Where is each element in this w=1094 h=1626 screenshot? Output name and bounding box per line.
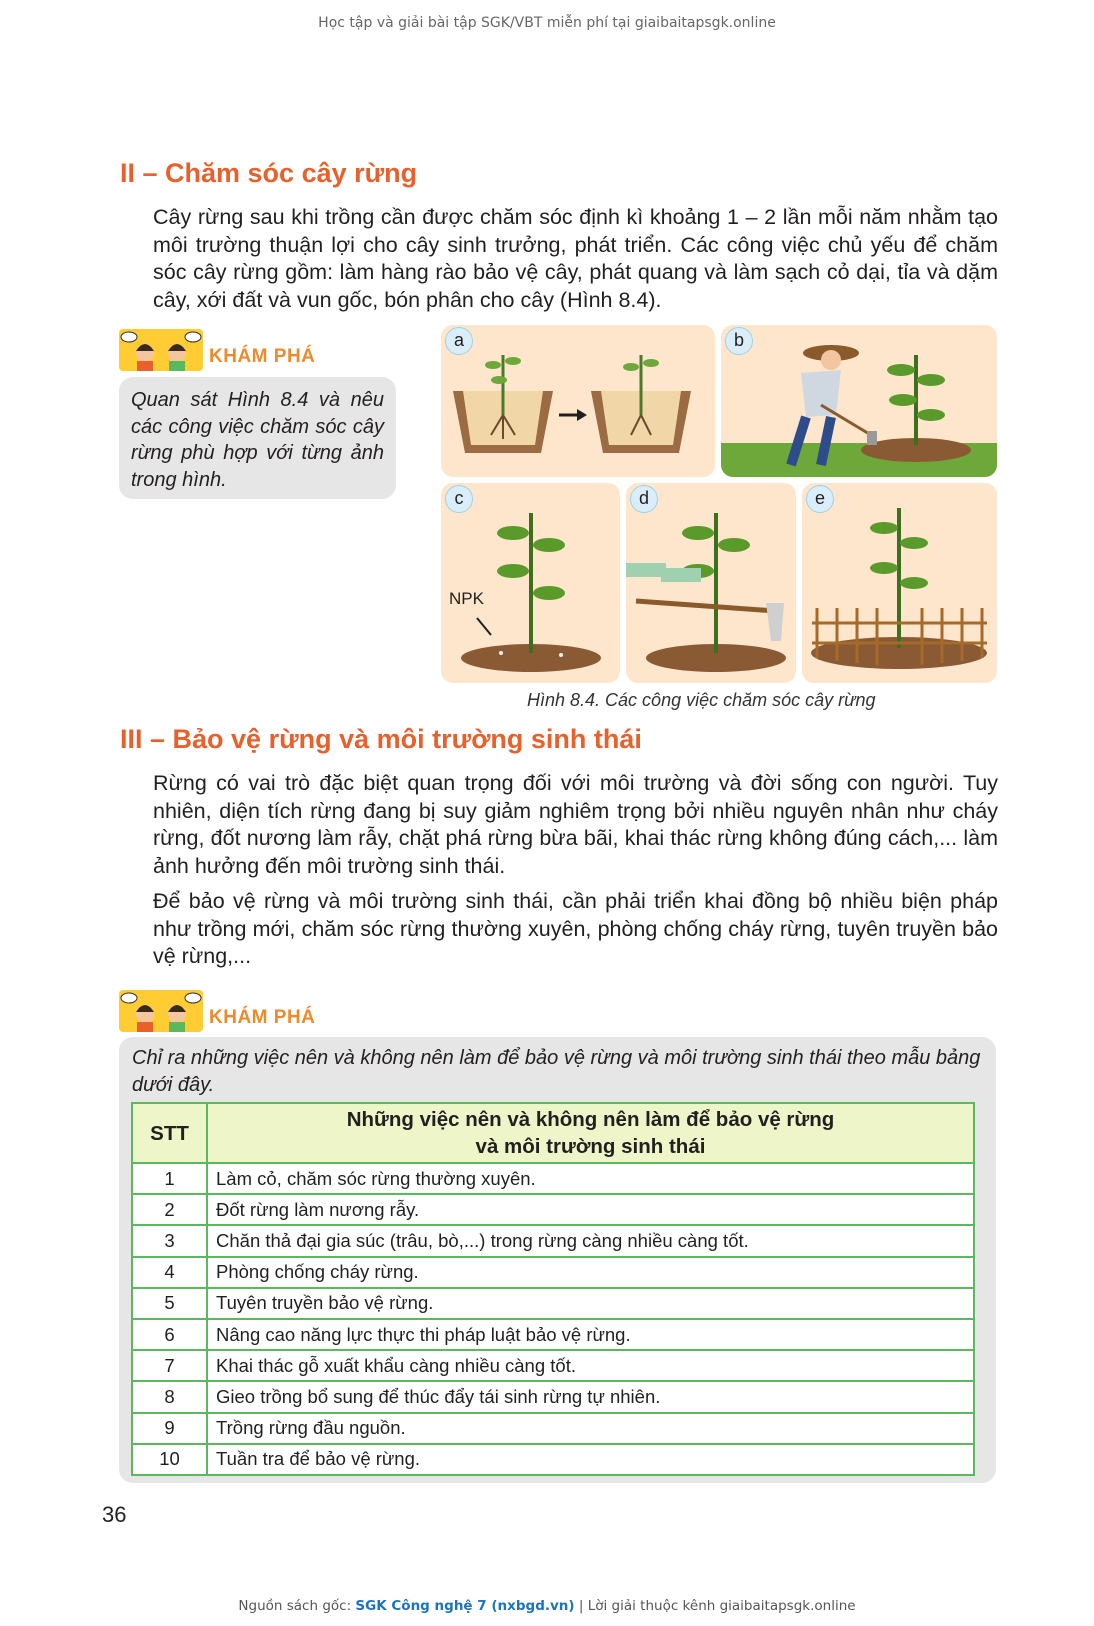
row-text: Tuần tra để bảo vệ rừng. bbox=[207, 1444, 974, 1475]
explore-question-2: Chỉ ra những việc nên và không nên làm để bảo vệ rừng và môi trường sinh thái theo mẫu bảng dưới đây. bbox=[132, 1047, 981, 1096]
figure-caption: Hình 8.4. Các công việc chăm sóc cây rừng bbox=[527, 690, 876, 710]
footer-prefix: Nguồn sách gốc: bbox=[238, 1598, 356, 1614]
figure-8-4 bbox=[441, 325, 997, 683]
explore-label: KHÁM PHÁ bbox=[209, 346, 316, 367]
section-2-title: II – Chăm sóc cây rừng bbox=[120, 158, 418, 188]
footer-book-link[interactable]: SGK Công nghệ 7 (nxbgd.vn) bbox=[355, 1598, 575, 1614]
row-text: Nâng cao năng lực thực thi pháp luật bảo vệ rừng. bbox=[207, 1319, 974, 1350]
row-number: 6 bbox=[132, 1319, 207, 1350]
row-number: 5 bbox=[132, 1288, 207, 1319]
table-row bbox=[132, 1381, 974, 1412]
farmer-hoeing-illustration bbox=[721, 325, 997, 477]
table-row bbox=[132, 1350, 974, 1381]
column-header-content bbox=[207, 1103, 974, 1163]
table-row bbox=[132, 1288, 974, 1319]
table-row bbox=[132, 1257, 974, 1288]
section-3-paragraph-1: Rừng có vai trò đặc biệt quan trọng đối với môi trường và đời sống con người. Tuy nhiên, diện tích rừng đang bị suy giảm nghiêm trọng bởi nhiều nguyên nhân như cháy rừng, đốt nương làm rẫy, chặt phá rừng bừa bãi, khai thác rừng không đúng cách,... làm ảnh hưởng đến môi trường sinh thái. bbox=[153, 771, 998, 878]
panel-label-a: a bbox=[445, 327, 473, 355]
panel-b-weeding bbox=[721, 325, 997, 477]
fence-illustration bbox=[802, 483, 997, 683]
row-text: Phòng chống cháy rừng. bbox=[207, 1257, 974, 1288]
explore-question: Quan sát Hình 8.4 và nêu các công việc chăm sóc cây rừng phù hợp với từng ảnh trong hình. bbox=[131, 389, 384, 491]
panel-label-e: e bbox=[806, 485, 834, 513]
row-number: 7 bbox=[132, 1350, 207, 1381]
panel-e-fencing bbox=[802, 483, 997, 683]
table-header-row bbox=[132, 1103, 974, 1163]
section-3-paragraph-2: Để bảo vệ rừng và môi trường sinh thái, cần phải triển khai đồng bộ nhiều biện pháp như trồng mới, chăm sóc rừng thường xuyên, phòng chống cháy rừng, tuyên truyền bảo vệ rừng,... bbox=[153, 889, 998, 968]
planting-hole-illustration bbox=[441, 325, 715, 477]
explore-header bbox=[119, 329, 319, 373]
kids-chat-icon bbox=[119, 990, 203, 1032]
panel-c-fertilizing bbox=[441, 483, 620, 683]
row-text: Khai thác gỗ xuất khẩu càng nhiều càng tốt. bbox=[207, 1350, 974, 1381]
row-text: Trồng rừng đầu nguồn. bbox=[207, 1413, 974, 1444]
panel-label-c: c bbox=[445, 485, 473, 513]
column-header-line-2: và môi trường sinh thái bbox=[475, 1135, 706, 1158]
hoe-soil-illustration bbox=[626, 483, 796, 683]
row-number: 8 bbox=[132, 1381, 207, 1412]
row-text: Làm cỏ, chăm sóc rừng thường xuyên. bbox=[207, 1163, 974, 1194]
row-text: Đốt rừng làm nương rẫy. bbox=[207, 1194, 974, 1225]
table-row bbox=[132, 1319, 974, 1350]
table-row bbox=[132, 1413, 974, 1444]
page-number: 36 bbox=[102, 1502, 127, 1527]
table-row bbox=[132, 1444, 974, 1475]
section-3-title: III – Bảo vệ rừng và môi trường sinh thái bbox=[120, 724, 642, 754]
top-banner: Học tập và giải bài tập SGK/VBT miễn phí tại giaibaitapsgk.online bbox=[318, 15, 776, 31]
npk-label: NPK bbox=[449, 589, 484, 608]
column-header-line-1: Những việc nên và không nên làm để bảo vệ rừng bbox=[346, 1108, 835, 1131]
footer-suffix: | Lời giải thuộc kênh giaibaitapsgk.online bbox=[574, 1598, 856, 1614]
protection-table bbox=[131, 1102, 975, 1476]
explore-box bbox=[119, 377, 396, 499]
section-2-paragraph: Cây rừng sau khi trồng cần được chăm sóc định kì khoảng 1 – 2 lần mỗi năm nhằm tạo môi trường thuận lợi cho cây sinh trưởng, phát triển. Các công việc chủ yếu để chăm sóc cây rừng gồm: làm hàng rào bảo vệ cây, phát quang và làm sạch cỏ dại, tỉa và dặm cây, xới đất và vun gốc, bón phân cho cây (Hình 8.4). bbox=[153, 205, 998, 312]
row-text: Tuyên truyền bảo vệ rừng. bbox=[207, 1288, 974, 1319]
panel-label-b: b bbox=[725, 327, 753, 355]
footer bbox=[0, 1598, 1094, 1614]
row-text: Chăn thả đại gia súc (trâu, bò,...) trong rừng càng nhiều càng tốt. bbox=[207, 1225, 974, 1256]
table-row bbox=[132, 1225, 974, 1256]
kids-chat-icon bbox=[119, 329, 203, 371]
table-row bbox=[132, 1163, 974, 1194]
panel-a-replanting bbox=[441, 325, 715, 477]
explore-label: KHÁM PHÁ bbox=[209, 1007, 316, 1028]
row-text: Gieo trồng bổ sung để thúc đẩy tái sinh rừng tự nhiên. bbox=[207, 1381, 974, 1412]
npk-fertilizer-illustration bbox=[441, 483, 620, 683]
panel-label-d: d bbox=[630, 485, 658, 513]
row-number: 9 bbox=[132, 1413, 207, 1444]
row-number: 2 bbox=[132, 1194, 207, 1225]
row-number: 3 bbox=[132, 1225, 207, 1256]
column-header-stt: STT bbox=[132, 1103, 207, 1163]
table-row bbox=[132, 1194, 974, 1225]
panel-d-hilling bbox=[626, 483, 796, 683]
row-number: 10 bbox=[132, 1444, 207, 1475]
explore-header-2 bbox=[119, 990, 319, 1034]
row-number: 1 bbox=[132, 1163, 207, 1194]
row-number: 4 bbox=[132, 1257, 207, 1288]
